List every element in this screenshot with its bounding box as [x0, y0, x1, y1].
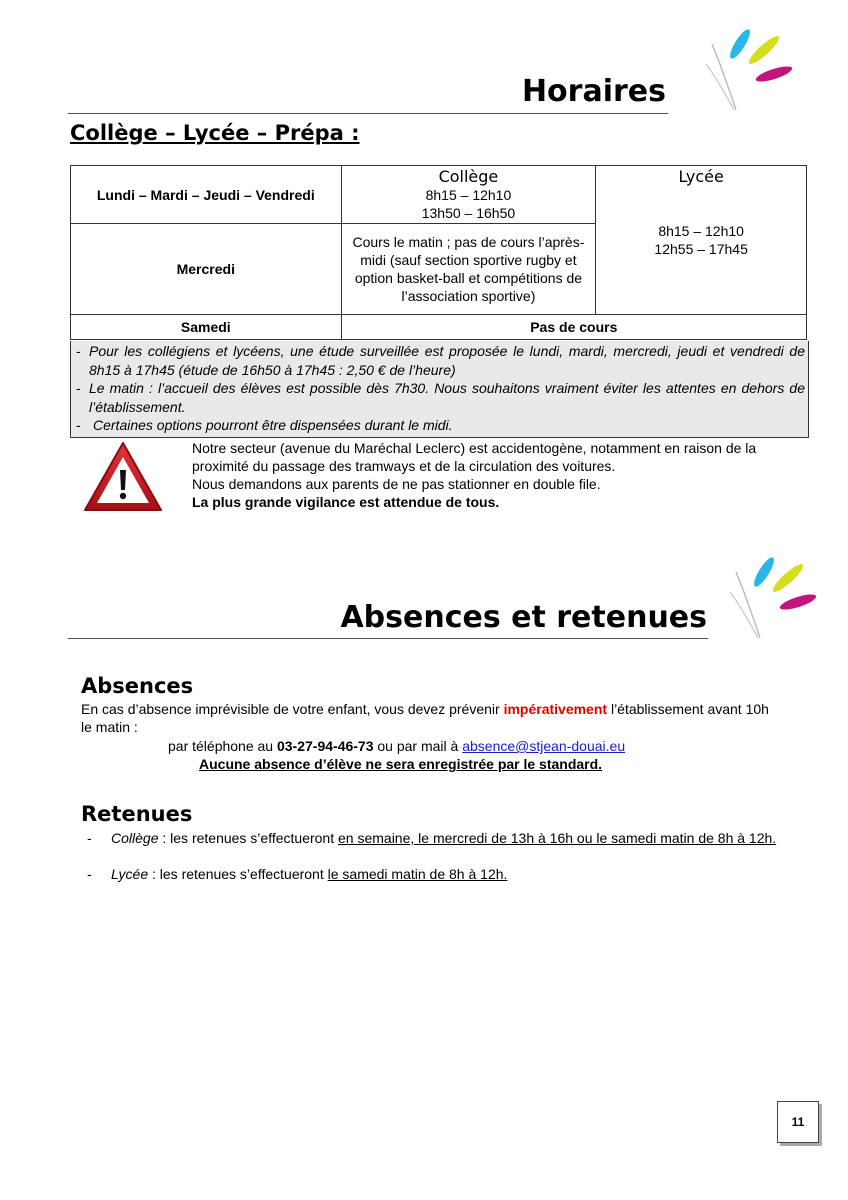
saturday-value [341, 315, 806, 340]
standard-note-text: Aucune absence d’élève ne sera enregistrée par le standard. [199, 756, 603, 772]
horaires-title-rule [68, 113, 668, 114]
page-number: 11 [791, 1115, 805, 1129]
page-number-box [777, 1101, 819, 1143]
absences-heading: Absences [81, 674, 194, 698]
list-bullet: - [87, 866, 92, 882]
list-bullet: - [87, 830, 92, 846]
retenue-college-label: Collège [111, 830, 159, 846]
school-logo [676, 18, 800, 112]
retenue-lycee-item [87, 865, 791, 883]
mail-prefix: ou par mail à [373, 738, 463, 754]
warning-message [192, 439, 792, 511]
college-column-head: Collège [438, 166, 499, 186]
note-text: Pour les collégiens et lycéens, une étude surveillée est proposée le lundi, mardi, mercredi, jeudi et vendredi de 8h15 à 17h45 (étude de 16h50 à 17h45 : 2,50 € de l’heure) [89, 343, 805, 378]
absences-title-rule [68, 638, 708, 639]
school-logo [700, 546, 824, 640]
horaires-title: Horaires [521, 74, 666, 109]
row-label-weekdays [71, 166, 342, 224]
absences-text-end: l’établissement avant 10h le matin : [81, 701, 769, 735]
contact-line [168, 737, 625, 755]
warning-triangle-icon [82, 440, 164, 514]
absences-emphasis: impérativement [503, 701, 608, 717]
schedule-notes [70, 341, 809, 438]
lycee-column-head: Lycée [678, 167, 724, 186]
note-item [74, 342, 805, 379]
college-hours-morning: 8h15 – 12h10 [425, 186, 512, 203]
retenue-lycee-detail: le samedi matin de 8h à 12h. [327, 866, 508, 882]
warning-line-2: Nous demandons aux parents de ne pas stationner en double file. [192, 476, 601, 492]
row-label-saturday-text: Samedi [180, 319, 231, 335]
lycee-hours-afternoon: 12h55 – 17h45 [654, 241, 748, 257]
note-text: Certaines options pourront être dispensées durant le midi. [93, 417, 453, 433]
note-bullet: - [76, 343, 81, 359]
horaires-subtitle [70, 121, 359, 145]
row-label-weekdays-text: Lundi – Mardi – Jeudi – Vendredi [96, 186, 315, 203]
retenue-college-detail: en semaine, le mercredi de 13h à 16h ou le samedi matin de 8h à 12h. [338, 830, 777, 846]
retenue-lycee-label: Lycée [111, 866, 149, 882]
standard-note [199, 755, 602, 773]
note-bullet: - [76, 417, 81, 433]
warning-line-1: Notre secteur (avenue du Maréchal Leclerc) est accidentogène, notamment en raison de la proximité du passage des tramways et de la circulation des voitures. [192, 440, 757, 474]
college-weekday-cell [341, 166, 596, 224]
email-link[interactable]: absence@stjean-douai.eu [462, 738, 626, 754]
lycee-hours-morning: 8h15 – 12h10 [658, 223, 744, 239]
warning-line-3: La plus grande vigilance est attendue de tous. [192, 494, 500, 510]
phone-prefix: par téléphone au [168, 738, 277, 754]
absences-paragraph [81, 700, 781, 736]
college-wednesday-cell: Cours le matin ; pas de cours l’après-midi (sauf section sportive rugby et option basket-ball et compétitions de l’association sportive) [341, 224, 596, 315]
college-hours-afternoon: 13h50 – 16h50 [421, 204, 516, 221]
row-label-saturday [71, 315, 342, 340]
retenue-college-item [87, 829, 791, 847]
lycee-cell [596, 166, 807, 315]
note-bullet: - [76, 380, 81, 396]
horaires-subtitle-text: Collège – Lycée – Prépa : [70, 121, 360, 145]
saturday-value-text: Pas de cours [530, 319, 618, 335]
row-label-wednesday-text: Mercredi [176, 261, 235, 277]
schedule-table [70, 165, 807, 340]
retenue-lycee-text: : les retenues s’effectueront [148, 866, 328, 882]
absences-title: Absences et retenues [340, 600, 707, 635]
note-item [74, 416, 805, 435]
retenue-college-text: : les retenues s’effectueront [158, 830, 338, 846]
retenues-heading: Retenues [81, 802, 193, 826]
absences-text: En cas d’absence imprévisible de votre enfant, vous devez prévenir [81, 701, 504, 717]
note-text: Le matin : l’accueil des élèves est possible dès 7h30. Nous souhaitons vraiment éviter les attentes en dehors de l’établissement. [89, 380, 805, 415]
row-label-wednesday [71, 224, 342, 315]
phone-number: 03-27-94-46-73 [276, 738, 374, 754]
note-item [74, 379, 805, 416]
